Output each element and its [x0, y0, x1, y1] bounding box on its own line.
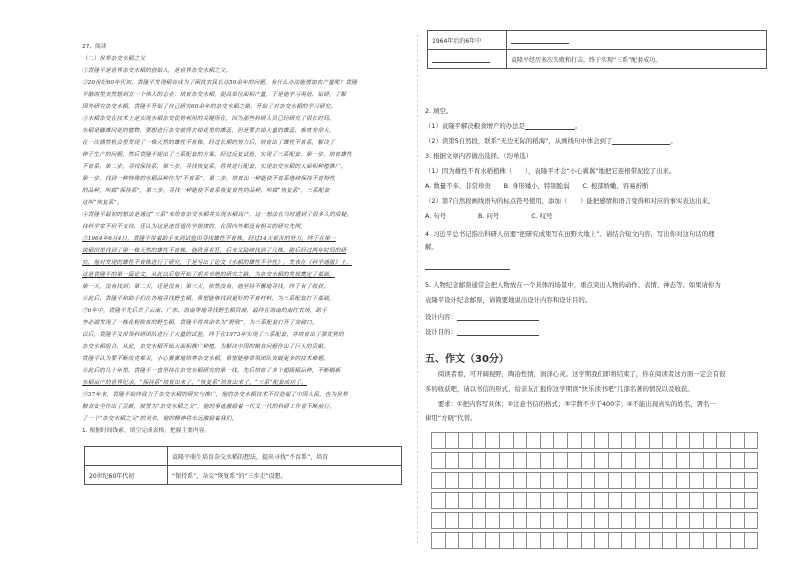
- grid-cell[interactable]: [608, 453, 622, 469]
- grid-cell[interactable]: [649, 473, 663, 489]
- table-cell-event: [507, 31, 767, 50]
- grid-cell[interactable]: [595, 493, 609, 509]
- passage-line: 的品种，叫做“保持系”，第三步，寻找一种能使不育系恢复育性的品种，叫做“恢复系”，三系配套: [82, 188, 330, 194]
- grid-cell[interactable]: [731, 493, 745, 509]
- passage-line: 以后，袁隆平又带领科研团队进行了大量的试验，终于在1973年实现了三系配套，并培育出了强优势的: [82, 332, 344, 338]
- answer-blank[interactable]: [612, 138, 670, 145]
- grid-cell[interactable]: [595, 513, 609, 529]
- passage-line: 不育系，第二步，寻找保持系，第三步，寻找恢复系，将其进行配套，实现杂交水稻的大面积种植推广。: [82, 164, 347, 170]
- grid-cell[interactable]: [486, 433, 500, 449]
- grid-cell[interactable]: [567, 493, 581, 509]
- grid-cell[interactable]: [432, 453, 446, 469]
- grid-cell[interactable]: [554, 433, 568, 449]
- question-tail: 。: [670, 137, 677, 145]
- grid-cell[interactable]: [703, 533, 717, 549]
- passage-line: ⑤1964年6月4日，袁隆平带着助手来到试验田寻找雄性不育株，经过14天艰苦的努力，终于在第一: [82, 236, 336, 242]
- grid-cell[interactable]: [472, 453, 486, 469]
- grid-cell[interactable]: [703, 433, 717, 449]
- grid-cell[interactable]: [663, 433, 677, 449]
- question-text: （2）第7自然段画线语句的标点符号使用，添加（ ）能把感情和语言变得和对应的事实表达出来。: [425, 197, 715, 205]
- passage-line: ⑥此后，袁隆平和助手们在各地寻找野生稻，希望能够找到更好的不育材料，为三系配套打下基础，: [82, 296, 335, 302]
- grid-cell[interactable]: [445, 493, 459, 509]
- passage-line: 平脑海里突然想到立一个伟人的志业：培育杂交水稻，提高单位面积产量，于是他学习英语、钻研，了解: [82, 92, 347, 98]
- essay-instruction-line: 律用“方晓”代替。: [425, 414, 477, 422]
- table-cell-period: [428, 50, 507, 69]
- grid-cell[interactable]: [717, 433, 731, 449]
- grid-cell[interactable]: [499, 433, 513, 449]
- timeline-table: [84, 446, 402, 485]
- grid-cell[interactable]: [445, 513, 459, 529]
- table-cell-period: [428, 31, 507, 50]
- grid-cell[interactable]: [486, 453, 500, 469]
- grid-cell[interactable]: [717, 473, 731, 489]
- grid-cell[interactable]: [649, 513, 663, 529]
- grid-cell[interactable]: [527, 473, 541, 489]
- passage-line: 袁隆平认为要不断攻克难关，小心翼翼地培养杂交水稻，希望能够带领团队突破更多的技术难题。: [82, 356, 329, 362]
- grid-cell[interactable]: [567, 453, 581, 469]
- question-line: [425, 262, 510, 270]
- grid-cell[interactable]: [445, 433, 459, 449]
- grid-cell[interactable]: [608, 513, 622, 529]
- question-text: 2. 填空。: [425, 107, 453, 115]
- passage-line: ⑦6年中，袁隆平先后去了云南、广东、海南等地寻找野生稻资源，最终在海南的南红农场，助手: [82, 308, 327, 314]
- table-cell-period: 20世纪60年代初: [85, 466, 168, 485]
- essay-instruction-line: 阅读者看，可开阔视野，陶冶性情，润泽心灵。这学期我们即将结束了，你在阅读者这方面一定会有很: [425, 370, 726, 378]
- passage-line: ②20世纪60年代初，袁隆平发现稻谷成为了困扰农民长达50余年的问题，有什么办法能增加农产量呢？袁隆: [82, 80, 357, 86]
- grid-cell[interactable]: [432, 493, 446, 509]
- table-cell-event: “保持系”，杂交“恢复系”的“三步走”设想。: [168, 466, 402, 485]
- question-text: 3. 根据文章内容做出选择。（均单选）: [425, 152, 533, 160]
- grid-cell[interactable]: [472, 493, 486, 509]
- grid-cell[interactable]: [676, 533, 690, 549]
- grid-cell[interactable]: [744, 533, 758, 549]
- passage-line: 粮食安全作出了贡献，被誉为“杂交水稻之父”，他的事迹激励着一代又一代的科研工作者不断前行。: [82, 404, 336, 410]
- grid-cell[interactable]: [486, 533, 500, 549]
- grid-cell[interactable]: [622, 453, 636, 469]
- passage-line: ①袁隆平是世界杂交水稻的创始人，是世界杂交水稻之父。: [82, 68, 232, 74]
- grid-cell[interactable]: [690, 493, 704, 509]
- answer-blank[interactable]: [432, 56, 490, 63]
- grid-cell[interactable]: [527, 513, 541, 529]
- table-cell-period: [85, 447, 168, 466]
- passage-line: 这叫“恢复系”。: [82, 200, 123, 206]
- grid-cell[interactable]: [635, 533, 649, 549]
- grid-cell[interactable]: [459, 473, 473, 489]
- passage-line: 在一次偶然机会里发现了一株天然的雄性不育株，经过长期的努力后，培育出了雄性不育系，解决了: [82, 140, 335, 146]
- period-text: 1964年后的6年中: [432, 37, 482, 45]
- grid-cell[interactable]: [581, 473, 595, 489]
- grid-cell[interactable]: [663, 473, 677, 489]
- grid-cell[interactable]: [581, 513, 595, 529]
- essay-instruction-line: 要求：①把内容写具体；②注意书信的格式；③字数不少于400字；④不能出现真实的姓名，署名一: [425, 400, 716, 408]
- grid-cell[interactable]: [744, 453, 758, 469]
- passage-line: ③水稻杂交在技术上是实现水稻杂交优势利用的关键所在，因为那些科研人员已经研究了很长时间。: [82, 116, 335, 122]
- grid-cell[interactable]: [445, 533, 459, 549]
- grid-cell[interactable]: [663, 493, 677, 509]
- question-tail: 。: [574, 122, 582, 130]
- grid-cell[interactable]: [513, 533, 527, 549]
- grid-cell[interactable]: [676, 473, 690, 489]
- right-page: [425, 30, 771, 540]
- passage-line: （二）世界杂交水稻之父: [82, 56, 146, 62]
- grid-cell[interactable]: [567, 513, 581, 529]
- grid-cell[interactable]: [499, 493, 513, 509]
- grid-cell[interactable]: [459, 493, 473, 509]
- grid-cell[interactable]: [690, 513, 704, 529]
- question-text: （1）因为雄性不育水稻植株（ ），袁隆平才会“小心翼翼”地把它连根带泥挖了出来。: [425, 167, 676, 175]
- grid-cell[interactable]: [540, 473, 554, 489]
- table-cell-event: 袁隆平萌生培育杂交水稻的想法，提出寻找“不育系”，培育: [168, 447, 402, 466]
- passage-line: 究，他对发现的雄性不育株进行了研究，于是写出了论文《水稻的雄性不孕性》，发表在《科学通报》上，: [82, 260, 352, 266]
- grid-cell[interactable]: [540, 433, 554, 449]
- grid-cell[interactable]: [731, 473, 745, 489]
- grid-cell[interactable]: [472, 433, 486, 449]
- grid-cell[interactable]: [744, 513, 758, 529]
- grid-cell[interactable]: [663, 453, 677, 469]
- question-line: [425, 197, 714, 205]
- grid-cell[interactable]: [499, 533, 513, 549]
- grid-cell[interactable]: [540, 513, 554, 529]
- grid-cell[interactable]: [690, 453, 704, 469]
- grid-cell[interactable]: [608, 473, 622, 489]
- question-line: [425, 281, 721, 289]
- page-divider: [417, 34, 418, 544]
- grid-cell[interactable]: [703, 493, 717, 509]
- passage-line: 27、阅读: [82, 44, 107, 50]
- grid-cell[interactable]: [472, 533, 486, 549]
- grid-cell[interactable]: [649, 453, 663, 469]
- grid-cell[interactable]: [690, 533, 704, 549]
- passage-line: ⑧此后的几十年里，袁隆平一直坚持在杂交水稻研究的第一线，先后培育了多个超级稻品种，不断刷新: [82, 368, 341, 374]
- grid-cell[interactable]: [731, 533, 745, 549]
- grid-cell[interactable]: [472, 513, 486, 529]
- passage-line: 第一步，找到一种特殊的水稻品种作为“不育系”，第二步，培育出一种能使不育系继续保持不育特性: [82, 176, 336, 182]
- question-text: 设计内容：: [425, 313, 457, 321]
- grid-cell[interactable]: [486, 473, 500, 489]
- question-line: [425, 137, 677, 145]
- grid-cell[interactable]: [690, 433, 704, 449]
- question-line: [425, 167, 675, 175]
- grid-cell[interactable]: [445, 473, 459, 489]
- passage-line: 块稻田里找到了第一株天然的雄性不育株，他欣喜若狂，后来又陆续找到了几株，随后经过两年时间的研: [82, 248, 347, 254]
- grid-cell[interactable]: [595, 433, 609, 449]
- grid-cell[interactable]: [635, 473, 649, 489]
- grid-cell[interactable]: [513, 453, 527, 469]
- grid-cell[interactable]: [703, 473, 717, 489]
- grid-cell[interactable]: [527, 533, 541, 549]
- grid-cell[interactable]: [567, 533, 581, 549]
- grid-cell[interactable]: [608, 493, 622, 509]
- grid-cell[interactable]: [554, 493, 568, 509]
- grid-cell[interactable]: [622, 493, 636, 509]
- grid-cell[interactable]: [581, 493, 595, 509]
- grid-cell[interactable]: [731, 453, 745, 469]
- grid-cell[interactable]: [527, 433, 541, 449]
- grid-cell[interactable]: [459, 433, 473, 449]
- answer-blank[interactable]: [457, 329, 539, 336]
- grid-cell[interactable]: [663, 533, 677, 549]
- grid-cell[interactable]: [622, 533, 636, 549]
- grid-cell[interactable]: [595, 533, 609, 549]
- grid-cell[interactable]: [717, 453, 731, 469]
- question-line: [425, 122, 581, 130]
- grid-cell[interactable]: [445, 453, 459, 469]
- answer-blank[interactable]: [525, 123, 575, 130]
- grid-cell[interactable]: [540, 493, 554, 509]
- grid-cell[interactable]: [635, 493, 649, 509]
- grid-cell[interactable]: [540, 533, 554, 549]
- grid-cell[interactable]: [554, 473, 568, 489]
- grid-cell[interactable]: [676, 453, 690, 469]
- passage-line: ④袁隆平最初的想法是通过“三系”来培育杂交水稻并实现水稻高产，这一想法在当时遭到了很多人的质疑。: [82, 212, 353, 218]
- answer-blank[interactable]: [457, 314, 539, 321]
- table-cell-event: [507, 50, 767, 69]
- grid-cell[interactable]: [717, 493, 731, 509]
- grid-cell[interactable]: [635, 433, 649, 449]
- question-line: [425, 243, 438, 251]
- question-text: 解。: [425, 243, 438, 251]
- grid-cell[interactable]: [649, 533, 663, 549]
- question-line: [425, 182, 648, 190]
- passage-line: 了一个“杂交水稻之父”的美名，他的精神将永远激励着我们。: [82, 416, 238, 422]
- question-text: 袁隆平设计纪念邮票，请简要地说出设计内容和设计目的。: [425, 296, 592, 304]
- passage-line: 杂交水稻组合，从此，杂交水稻开始大面积推广种植，为解决中国的粮食问题作出了巨大的贡献。: [82, 344, 329, 350]
- passage-line: 种子生产的问题，然后袁隆平提出了三系配套的方案，经过反复试验，实现了三系配套，第一步，培育雄性: [82, 152, 352, 158]
- timeline-table-continued: [427, 30, 767, 69]
- grid-cell[interactable]: [608, 433, 622, 449]
- grid-cell[interactable]: [635, 513, 649, 529]
- grid-cell[interactable]: [472, 473, 486, 489]
- question-line: [425, 152, 532, 160]
- grid-cell[interactable]: [690, 473, 704, 489]
- question-line: [425, 212, 553, 220]
- grid-cell[interactable]: [622, 473, 636, 489]
- question-line: [425, 328, 539, 336]
- grid-cell[interactable]: [663, 513, 677, 529]
- grid-cell[interactable]: [676, 493, 690, 509]
- grid-cell[interactable]: [459, 533, 473, 549]
- grid-cell[interactable]: [459, 453, 473, 469]
- grid-cell[interactable]: [540, 453, 554, 469]
- grid-cell[interactable]: [608, 533, 622, 549]
- question-text: （1）袁隆平解决粮食增产的办法是: [425, 122, 525, 130]
- question-line: [425, 313, 539, 321]
- grid-cell[interactable]: [744, 433, 758, 449]
- left-page: [82, 30, 410, 540]
- grid-cell[interactable]: [717, 533, 731, 549]
- grid-cell[interactable]: [527, 493, 541, 509]
- composition-grid[interactable]: [431, 432, 758, 549]
- passage-line: 水稻亩产的世界纪录，“保持系”培育出来了，“恢复系”培育出来了，“三系”配套成功了。: [82, 380, 307, 386]
- essay-instruction-line: 多的收获吧，请以书信的形式，给亲友汇报你这学期读“快乐读书吧”几部名著的情况以及收获。: [425, 385, 694, 393]
- grid-cell[interactable]: [499, 513, 513, 529]
- grid-cell[interactable]: [581, 533, 595, 549]
- grid-cell[interactable]: [554, 513, 568, 529]
- grid-cell[interactable]: [513, 493, 527, 509]
- grid-cell[interactable]: [527, 453, 541, 469]
- question-line: [425, 107, 452, 115]
- grid-cell[interactable]: [554, 453, 568, 469]
- grid-cell[interactable]: [486, 493, 500, 509]
- grid-cell[interactable]: [459, 513, 473, 529]
- passage-line: 水稻是雌雄同花的植物，要想进行杂交就得去掉花里的雄蕊，但是要去掉大量的雄蕊，难度非常大。: [82, 128, 335, 134]
- grid-cell[interactable]: [622, 513, 636, 529]
- passage-line: 李必湖发现了一株花粉败育的野生稻，袁隆平将其命名为“野败”，为三系配套打开了突破口。: [82, 320, 318, 326]
- grid-cell[interactable]: [432, 473, 446, 489]
- grid-cell[interactable]: [554, 533, 568, 549]
- question-line: [425, 296, 591, 304]
- passage-line: 国外研究杂交水稻，袁隆平开始了自己研究60余年的杂交水稻之路，开始了对杂交水稻的学习研究。: [82, 104, 337, 110]
- grid-cell[interactable]: [499, 453, 513, 469]
- grid-cell[interactable]: [513, 433, 527, 449]
- grid-cell[interactable]: [581, 453, 595, 469]
- grid-cell[interactable]: [744, 493, 758, 509]
- grid-cell[interactable]: [676, 433, 690, 449]
- question-text: A. 句号 B. 问号 C. 叹号: [425, 212, 553, 220]
- grid-cell[interactable]: [513, 513, 527, 529]
- passage-line: ⑨37年来，袁隆平始终致力于杂交水稻的研究与推广，他的杂交水稻技术不仅造福了中国人民，也为世界: [82, 392, 348, 398]
- passage-line: 这是袁隆平的第一篇论文，从此以后他开始了艰苦卓绝的研究之路，为杂交水稻的发展奠定了基础。: [82, 272, 335, 278]
- grid-cell[interactable]: [567, 433, 581, 449]
- question-text: A. 数量不多、非常珍贵 B. 身形矮小，特别脆弱 C. 根部娇嫩、容易折断: [425, 182, 649, 190]
- grid-cell[interactable]: [499, 473, 513, 489]
- grid-cell[interactable]: [635, 453, 649, 469]
- grid-cell[interactable]: [595, 453, 609, 469]
- question-text: 4. 习近平总书记指出科研人员要“把研究成果写在田野大地上”。请结合短文内容，写出你对这句话的理: [425, 230, 715, 238]
- grid-cell[interactable]: [486, 513, 500, 529]
- question-text: 5. 人物纪念邮票通常会把人物放在一个具体的场景中，重点突出人物的动作、表情、神态等。如果请你为: [425, 281, 721, 289]
- grid-cell[interactable]: [432, 533, 446, 549]
- passage-line: 1. 根据时间线索，填空完成表格，把握主要内容。: [82, 428, 211, 434]
- passage-line: 持科学家不但不支持，还认为这是违背遗传学规律的，在国内外都没有相关的研究先例。: [82, 224, 307, 230]
- question-text: （2）读第5自然段，联系“无边无际的稻海”，从画线句中体会到了: [425, 137, 613, 145]
- answer-blank[interactable]: [425, 263, 510, 270]
- question-line: [425, 230, 715, 238]
- grid-cell[interactable]: [703, 513, 717, 529]
- grid-cell[interactable]: [622, 433, 636, 449]
- grid-cell[interactable]: [717, 513, 731, 529]
- section-title-composition: 五、作文（30分）: [425, 354, 509, 365]
- grid-cell[interactable]: [649, 433, 663, 449]
- grid-cell[interactable]: [581, 433, 595, 449]
- grid-cell[interactable]: [432, 433, 446, 449]
- grid-cell[interactable]: [649, 493, 663, 509]
- grid-cell[interactable]: [595, 473, 609, 489]
- grid-cell[interactable]: [513, 473, 527, 489]
- grid-cell[interactable]: [676, 513, 690, 529]
- grid-cell[interactable]: [744, 473, 758, 489]
- event-text: 袁隆平经历多次失败和打击，终于实现“三系”配套成功。: [511, 56, 662, 64]
- grid-cell[interactable]: [731, 513, 745, 529]
- grid-cell[interactable]: [432, 513, 446, 529]
- passage-line: 第一天，没有找到；第二天，还是没有；第三天，依然没有，他坚持不懈地寻找，终于有了收获。: [82, 284, 329, 290]
- question-text: 设计目的：: [425, 328, 457, 336]
- grid-cell[interactable]: [567, 473, 581, 489]
- grid-cell[interactable]: [703, 453, 717, 469]
- answer-blank[interactable]: [511, 37, 569, 44]
- grid-cell[interactable]: [731, 433, 745, 449]
